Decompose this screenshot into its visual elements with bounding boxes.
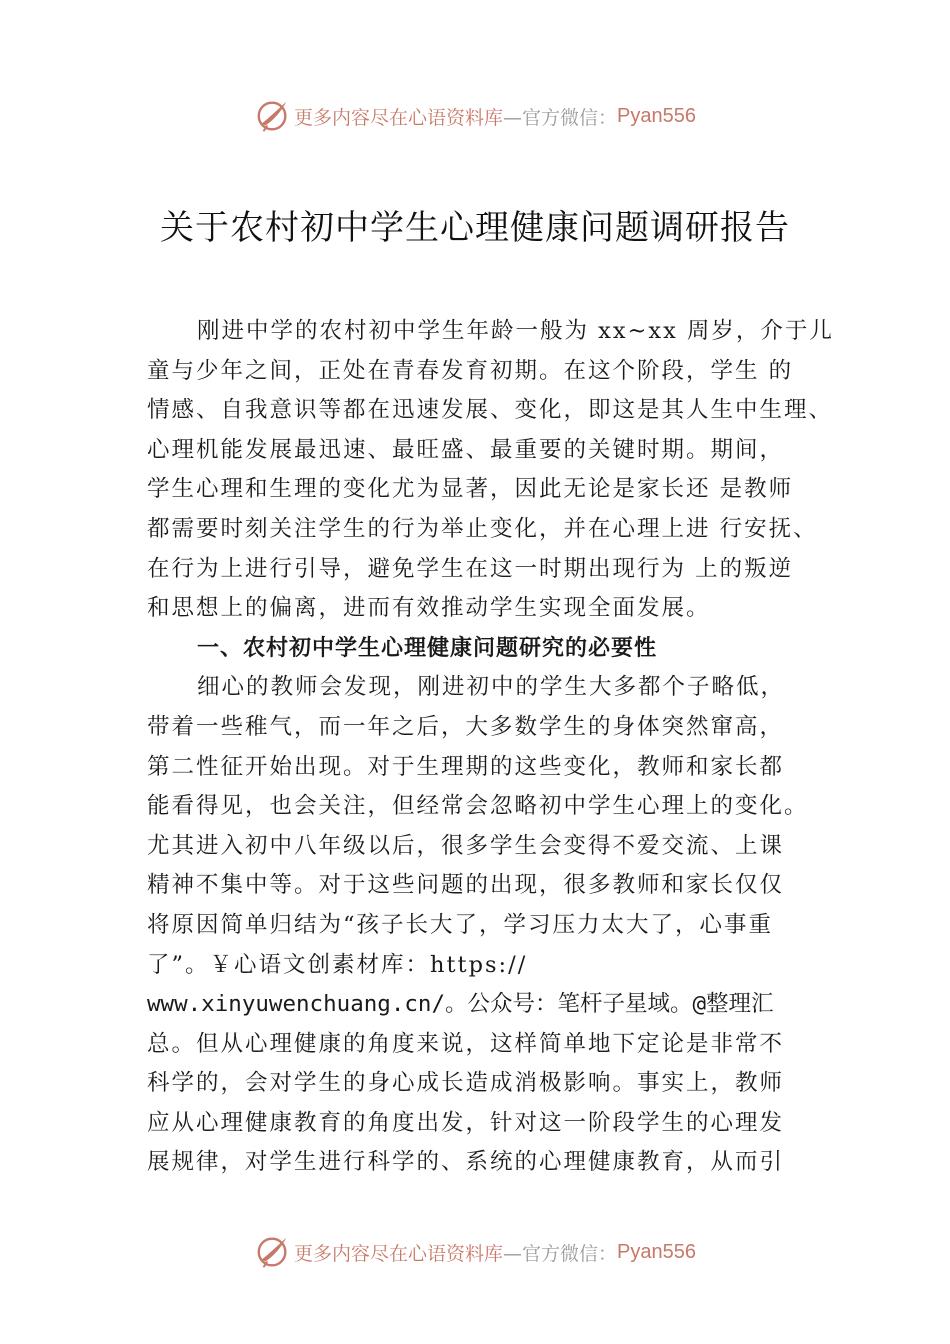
paragraph-line: 应从心理健康教育的角度出发，针对这一阶段学生的心理发 (147, 1109, 785, 1136)
paragraph-line: 刚进中学的农村初中学生年龄一般为 xx~xx 周岁，介于儿 (197, 318, 834, 344)
paragraph-line: 科学的，会对学生的身心成长造成消极影响。事实上，教师 (147, 1070, 785, 1097)
section-heading: 一、农村初中学生心理健康问题研究的必要性 (197, 635, 658, 661)
paragraph-line: 精神不集中等。对于这些问题的出现，很多教师和家长仅仅 (147, 872, 785, 899)
watermark-contact: —官方微信： (503, 1242, 618, 1265)
quill-logo-icon (254, 97, 292, 135)
paragraph-line: 和思想上的偏离，进而有效推动学生实现全面发展。 (147, 595, 711, 622)
paragraph-line: 了”。￥心语文创素材库：https:// (147, 951, 528, 978)
paragraph-line: 学生心理和生理的变化尤为显著，因此无论是家长还 是教师 (147, 476, 794, 503)
paragraph-line: 尤其进入初中八年级以后，很多学生会变得不爱交流、上课 (147, 832, 785, 859)
watermark-contact: —官方微信： (503, 106, 618, 129)
watermark-banner-top (0, 96, 950, 136)
watermark-text: 更多内容尽在心语资料库 (294, 1242, 504, 1265)
paragraph-line: 能看得见，也会关注，但经常会忽略初中学生心理上的变化。 (147, 793, 809, 820)
paragraph-line: 将原因简单归结为“孩子长大了，学习压力太大了，心事重 (147, 911, 774, 938)
paragraph-line: 在行为上进行引导，避免学生在这一时期出现行为 上的叛逆 (147, 555, 794, 582)
paragraph-line: 展规律，对学生进行科学的、系统的心理健康教育，从而引 (147, 1149, 785, 1176)
paragraph-line: 都需要时刻关注学生的行为举止变化，并在心理上进 行安抚、 (147, 515, 818, 542)
paragraph-line: 带着一些稚气，而一年之后，大多数学生的身体突然窜高， (147, 713, 785, 740)
paragraph-line: 童与少年之间，正处在青春发育初期。在这个阶段，学生 的 (147, 357, 794, 384)
document-title: 关于农村初中学生心理健康问题调研报告 (160, 208, 790, 248)
document-body (147, 312, 837, 1183)
watermark-wechat-id: Pyan556 (617, 1240, 696, 1263)
paragraph-line: www.xinyuwenchuang.cn/。公众号：笔杆子星域。@整理汇 (147, 991, 774, 1018)
paragraph-line: 第二性征开始出现。对于生理期的这些变化，教师和家长都 (147, 753, 785, 780)
paragraph-line: 总。但从心理健康的角度来说，这样简单地下定论是非常不 (147, 1030, 785, 1057)
paragraph-line: 细心的教师会发现，刚进初中的学生大多都个子略低， (197, 674, 786, 701)
quill-logo-icon (254, 1233, 292, 1271)
paragraph-line: 心理机能发展最迅速、最旺盛、最重要的关键时期。期间， (147, 436, 785, 463)
watermark-wechat-id: Pyan556 (617, 104, 696, 127)
watermark-text: 更多内容尽在心语资料库 (294, 106, 504, 129)
paragraph-line: 情感、自我意识等都在迅速发展、变化，即这是其人生中生理、 (147, 397, 834, 424)
watermark-banner-bottom (0, 1232, 950, 1272)
